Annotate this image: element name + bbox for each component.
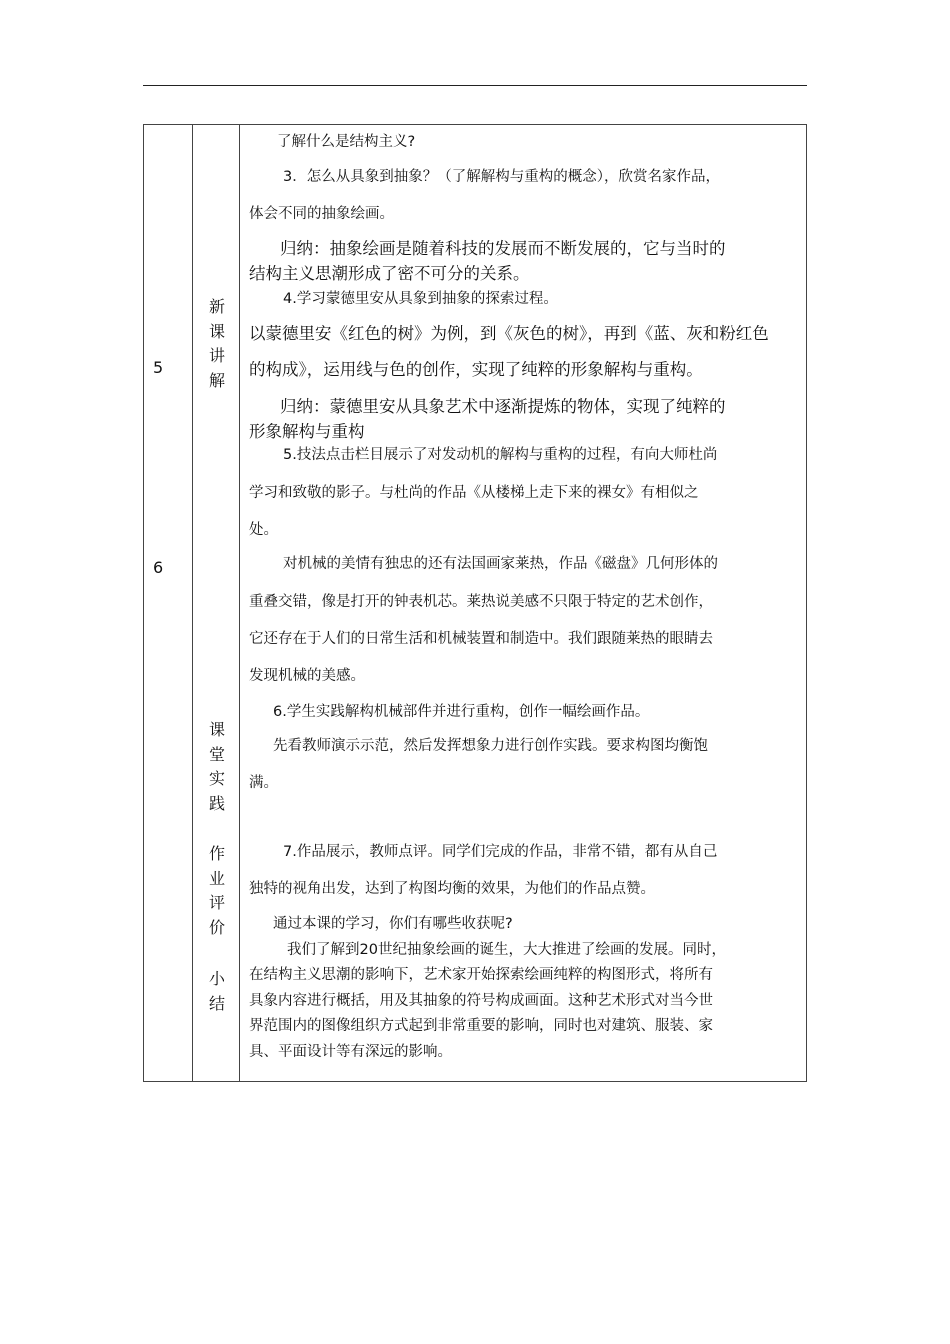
content-line: 在结构主义思潮的影响下，艺术家开始探索绘画纯粹的构图形式，将所有: [249, 967, 713, 983]
content-line: 6.学生实践解构机械部件并进行重构，创作一幅绘画作品。: [273, 704, 650, 720]
content-line: 了解什么是结构主义?: [277, 134, 416, 150]
content-line: 对机械的美情有独忠的还有法国画家莱热，作品《磁盘》几何形体的: [283, 556, 718, 572]
content-line: 具象内容进行概括，用及其抽象的符号构成画面。这种艺术形式对当今世: [249, 993, 713, 1009]
column-divider: [192, 125, 193, 1081]
content-line: 界范围内的图像组织方式起到非常重要的影响，同时也对建筑、服装、家: [249, 1018, 713, 1034]
content-line: 的构成》，运用线与色的创作，实现了纯粹的形象解构与重构。: [249, 360, 703, 379]
stage-label-summary: 小结: [208, 969, 225, 1013]
content-line: 体会不同的抽象绘画。: [249, 206, 394, 222]
content-line: 先看教师演示示范，然后发挥想象力进行创作实践。要求构图均衡饱: [273, 738, 708, 754]
row-number: 6: [153, 558, 164, 577]
stage-label-homework: 作业评价: [208, 844, 225, 937]
summary-line: 结构主义思潮形成了密不可分的关系。: [249, 264, 530, 283]
content-line: 发现机械的美感。: [249, 668, 365, 684]
summary-line: 形象解构与重构: [249, 422, 365, 441]
content-line: 处。: [249, 522, 278, 538]
content-line: 具、平面设计等有深远的影响。: [249, 1044, 452, 1060]
content-line: 独特的视角出发，达到了构图均衡的效果，为他们的作品点赞。: [249, 881, 655, 897]
stage-label-practice: 课堂实践: [208, 720, 225, 813]
summary-line: 归纳：抽象绘画是随着科技的发展而不断发展的，它与当时的: [280, 239, 726, 258]
stage-label-new-lesson: 新课讲解: [208, 297, 225, 390]
content-line: 我们了解到20世纪抽象绘画的诞生，大大推进了绘画的发展。同时，: [287, 942, 726, 958]
content-line: 5.技法点击栏目展示了对发动机的解构与重构的过程，有向大师杜尚: [283, 447, 718, 463]
content-line: 它还存在于人们的日常生活和机械装置和制造中。我们跟随莱热的眼睛去: [249, 631, 713, 647]
content-line: 3．怎么从具象到抽象？（了解解构与重构的概念），欣赏名家作品，: [283, 169, 720, 185]
content-line: 满。: [249, 775, 278, 791]
content-line: 学习和致敬的影子。与杜尚的作品《从楼梯上走下来的裸女》有相似之: [249, 485, 699, 501]
summary-line: 归纳：蒙德里安从具象艺术中逐渐提炼的物体，实现了纯粹的: [280, 397, 726, 416]
content-line: 7.作品展示，教师点评。同学们完成的作品，非常不错，都有从自己: [283, 844, 718, 860]
column-divider: [239, 125, 240, 1081]
content-line: 以蒙德里安《红色的树》为例，到《灰色的树》，再到《蓝、灰和粉红色: [249, 324, 769, 343]
content-line: 重叠交错，像是打开的钟表机芯。莱热说美感不只限于特定的艺术创作，: [249, 594, 713, 610]
header-rule: [143, 85, 807, 86]
content-line: 通过本课的学习，你们有哪些收获呢?: [273, 916, 513, 932]
row-number: 5: [153, 358, 164, 377]
content-line: 4.学习蒙德里安从具象到抽象的探索过程。: [283, 291, 558, 307]
